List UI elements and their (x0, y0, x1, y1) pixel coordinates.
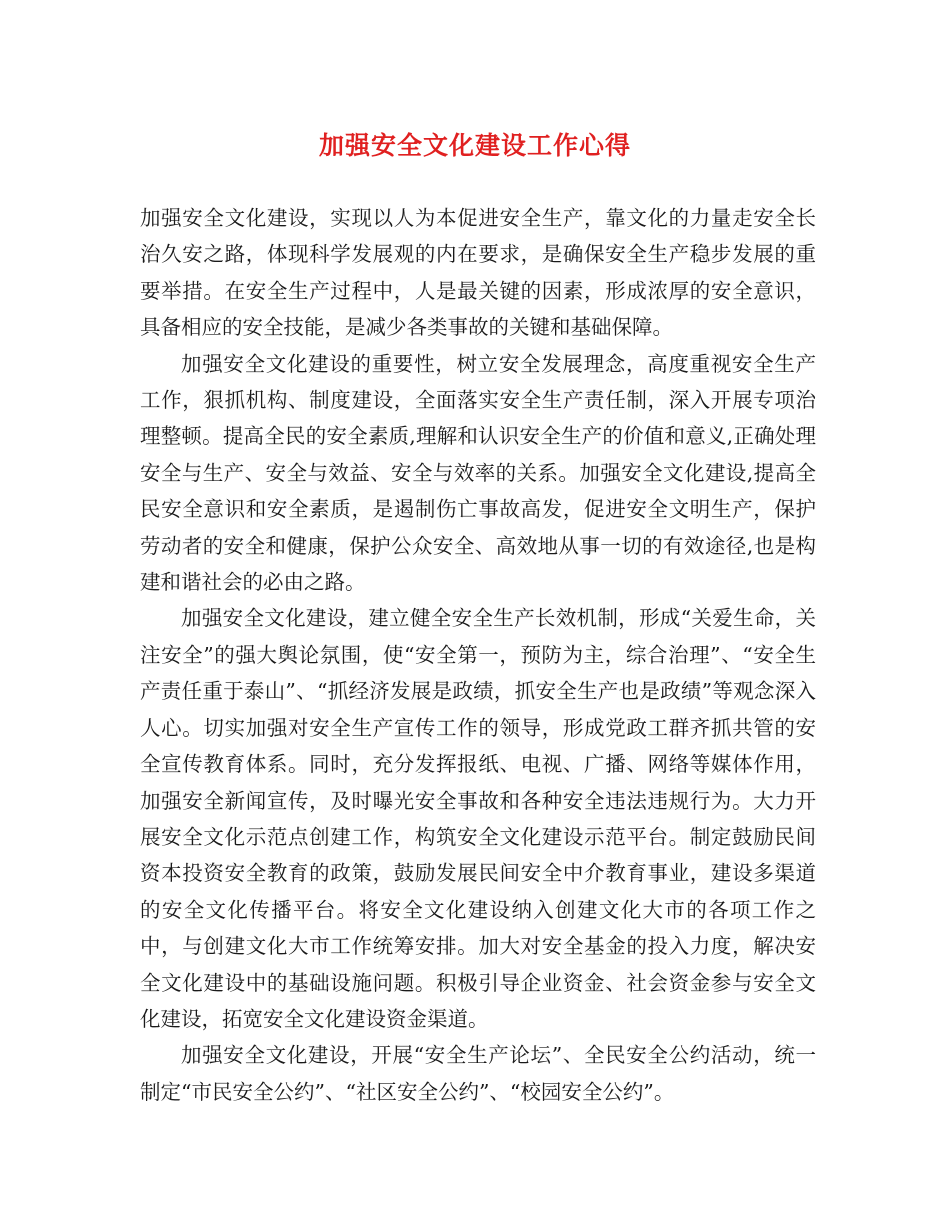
document-title: 加强安全文化建设工作心得 (318, 131, 631, 160)
paragraph-4: 加强安全文化建设，开展“安全生产论坛”、全民安全公约活动，统一制定“市民安全公约”、“社区安全公约”、“校园安全公约”。 (140, 1043, 816, 1104)
paragraph-1: 加强安全文化建设，实现以人为本促进安全生产，靠文化的力量走安全长治久安之路，体现科学发展观的内在要求，是确保安全生产稳步发展的重要举措。在安全生产过程中，人是最关键的因素，形成浓厚的安全意识，具备相应的安全技能，是减少各类事故的关键和基础保障。 (140, 206, 816, 340)
paragraph-2: 加强安全文化建设的重要性，树立安全发展理念，高度重视安全生产工作，狠抓机构、制度建设，全面落实安全生产责任制，深入开展专项治理整顿。提高全民的安全素质,理解和认识安全生产的价值和意义,正确处理安全与生产、安全与效益、安全与效率的关系。加强安全文化建设,提高全民安全意识和安全素质，是遏制伤亡事故高发，促进安全文明生产，保护劳动者的安全和健康，保护公众安全、高效地从事一切的有效途径,也是构建和谐社会的必由之路。 (140, 351, 816, 595)
document-body (140, 200, 816, 1110)
paragraph-3: 加强安全文化建设，建立健全安全生产长效机制，形成“关爱生命，关注安全”的强大舆论氛围，使“安全第一，预防为主，综合治理”、“安全生产责任重于泰山”、“抓经济发展是政绩，抓安全生产也是政绩”等观念深入人心。切实加强对安全生产宣传工作的领导，形成党政工群齐抓共管的安全宣传教育体系。同时，充分发挥报纸、电视、广播、网络等媒体作用，加强安全新闻宣传，及时曝光安全事故和各种安全违法违规行为。大力开展安全文化示范点创建工作，构筑安全文化建设示范平台。制定鼓励民间资本投资安全教育的政策，鼓励发展民间安全中介教育事业，建设多渠道的安全文化传播平台。将安全文化建设纳入创建文化大市的各项工作之中，与创建文化大市工作统筹安排。加大对安全基金的投入力度，解决安全文化建设中的基础设施问题。积极引导企业资金、社会资金参与安全文化建设，拓宽安全文化建设资金渠道。 (140, 606, 816, 1031)
